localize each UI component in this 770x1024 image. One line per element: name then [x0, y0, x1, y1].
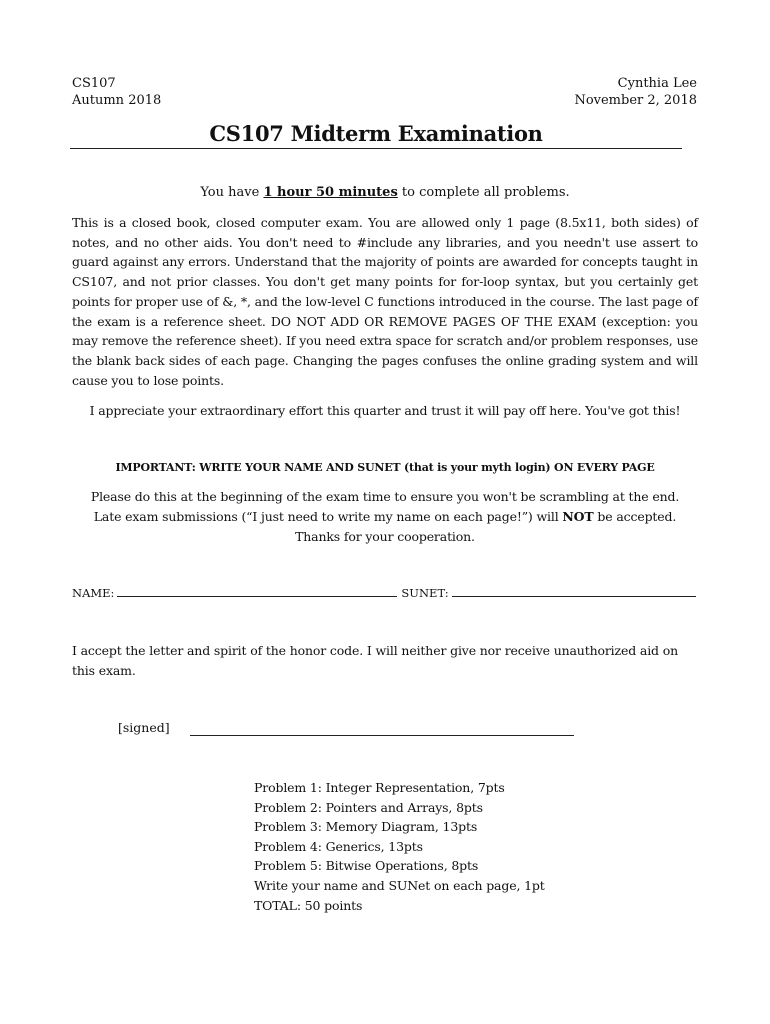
instructions-paragraph: This is a closed book, closed computer exam. You are allowed only 1 page (8.5x11, both sides) of notes, and no other aids. You don't need to #include any libraries, and you needn't use assert to guard against any errors. Understand that the majority of points are awarded for concepts taught in CS107, and not prior classes. You don't get many points for for-loop syntax, but you certainly get points for proper use of &, *, and the low-level C functions introduced in the course. The last page of the exam is a reference sheet. DO NOT ADD OR REMOVE PAGES OF THE EXAM (exception: you may remove the reference sheet). If you need extra space for scratch and/or problem responses, use the blank back sides of each page. Changing the pages confuses the online grading system and will cause you to lose points.: [72, 215, 698, 388]
signature-line[interactable]: [190, 735, 574, 736]
course-code: CS107: [72, 76, 116, 91]
appreciation-line: I appreciate your extraordinary effort this quarter and trust it will pay off here. You've got this!: [89, 403, 681, 418]
name-reminder: [72, 487, 698, 547]
header-left: [72, 75, 161, 109]
problem-item: Problem 3: Memory Diagram, 13pts: [254, 819, 478, 835]
honor-code-statement: I accept the letter and spirit of the honor code. I will neither give nor receive unauthorized aid on this exam.: [72, 643, 678, 678]
header-right: [574, 75, 697, 109]
problem-item: Problem 2: Pointers and Arrays, 8pts: [254, 799, 483, 815]
signed-label: [signed]: [118, 720, 170, 735]
reminder-not: NOT: [562, 509, 594, 524]
name-blank[interactable]: [117, 584, 397, 597]
reminder-line-2-prefix: Late exam submissions (“I just need to write my name on each page!”) will: [93, 509, 563, 524]
time-limit-suffix: to complete all problems.: [397, 185, 570, 200]
title-divider: [70, 148, 682, 149]
reminder-line-2: [72, 507, 698, 527]
sunet-blank[interactable]: [452, 584, 696, 597]
time-limit-line: [72, 183, 698, 203]
page-title: CS107 Midterm Examination: [209, 121, 543, 146]
exam-date: November 2, 2018: [574, 93, 697, 108]
instructor: Cynthia Lee: [617, 76, 697, 91]
name-label: NAME:: [72, 586, 115, 600]
time-limit-prefix: You have: [200, 185, 264, 200]
term: Autumn 2018: [72, 93, 162, 108]
important-notice: IMPORTANT: WRITE YOUR NAME AND SUNET (that is your myth login) ON EVERY PAGE: [115, 461, 655, 474]
name-sunet-row: [72, 584, 698, 602]
problem-item: Write your name and SUNet on each page, 1pt: [254, 877, 545, 893]
problem-item: Problem 5: Bitwise Operations, 8pts: [254, 858, 479, 874]
reminder-line-1: Please do this at the beginning of the exam time to ensure you won't be scrambling at the end.: [90, 489, 680, 504]
time-limit-emphasis: 1 hour 50 minutes: [263, 185, 398, 200]
reminder-line-3: Thanks for your cooperation.: [295, 529, 475, 544]
sunet-label: SUNET:: [401, 586, 449, 600]
problem-list: [254, 778, 545, 915]
problem-item: Problem 1: Integer Representation, 7pts: [254, 780, 505, 795]
problem-item: Problem 4: Generics, 13pts: [254, 838, 423, 854]
reminder-line-2-suffix: be accepted.: [593, 509, 677, 524]
points-total: TOTAL: 50 points: [254, 897, 363, 913]
